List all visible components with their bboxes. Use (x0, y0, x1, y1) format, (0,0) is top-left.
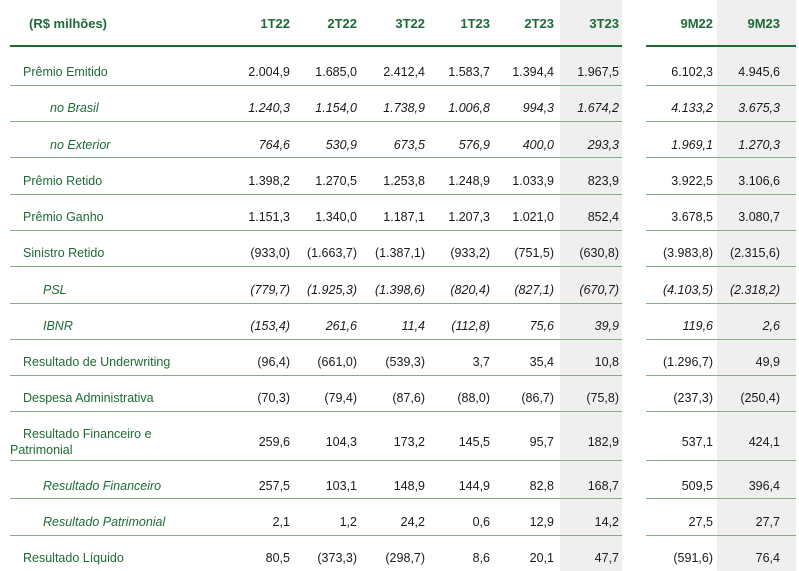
row-label-line-2: Patrimonial (10, 443, 73, 457)
value-cell: 764,6 (258, 138, 290, 152)
value-cell: 293,3 (587, 138, 619, 152)
value-cell: (2.315,6) (729, 246, 780, 260)
value-cell: 1.340,0 (315, 210, 357, 224)
row-separator (646, 375, 796, 376)
value-cell: 673,5 (393, 138, 425, 152)
value-cell: (751,5) (514, 246, 554, 260)
value-cell: 1.154,0 (315, 101, 357, 115)
value-cell: 1.270,5 (315, 174, 357, 188)
row-separator (10, 460, 622, 461)
value-cell: 27,5 (688, 515, 713, 529)
value-cell: 1.398,2 (248, 174, 290, 188)
value-cell: 259,6 (258, 435, 290, 449)
value-cell: (237,3) (673, 391, 713, 405)
value-cell: (630,8) (579, 246, 619, 260)
row-label: IBNR (43, 319, 73, 333)
value-cell: 6.102,3 (671, 65, 713, 79)
value-cell: 1.270,3 (738, 138, 780, 152)
value-cell: (1.296,7) (662, 355, 713, 369)
value-cell: 1.187,1 (383, 210, 425, 224)
value-cell: (1.925,3) (306, 283, 357, 297)
header-separator (646, 45, 796, 47)
row-label: Resultado Patrimonial (43, 515, 166, 529)
value-cell: (2.318,2) (729, 283, 780, 297)
value-cell: 148,9 (393, 479, 425, 493)
value-cell: 994,3 (522, 101, 554, 115)
value-cell: 2.004,9 (248, 65, 290, 79)
value-cell: 4.945,6 (738, 65, 780, 79)
value-cell: 257,5 (258, 479, 290, 493)
row-label-line-1: Resultado Financeiro e (23, 427, 152, 441)
value-cell: 76,4 (755, 551, 780, 565)
row-label: Sinistro Retido (23, 246, 105, 260)
value-cell: 823,9 (587, 174, 619, 188)
row-separator (646, 157, 796, 158)
row-separator (10, 157, 622, 158)
row-label: Despesa Administrativa (23, 391, 154, 405)
value-cell: 1.151,3 (248, 210, 290, 224)
value-cell: (88,0) (457, 391, 490, 405)
value-cell: 261,6 (325, 319, 357, 333)
row-separator (646, 535, 796, 536)
value-cell: 10,8 (594, 355, 619, 369)
value-cell: (1.387,1) (374, 246, 425, 260)
row-label: Prêmio Ganho (23, 210, 104, 224)
value-cell: 1.253,8 (383, 174, 425, 188)
value-cell: 3.675,3 (738, 101, 780, 115)
value-cell: (298,7) (385, 551, 425, 565)
row-label: Resultado Líquido (23, 551, 124, 565)
value-cell: (373,3) (317, 551, 357, 565)
value-cell: 24,2 (400, 515, 425, 529)
value-cell: 396,4 (748, 479, 780, 493)
value-cell: 104,3 (325, 435, 357, 449)
value-cell: 145,5 (458, 435, 490, 449)
value-cell: 80,5 (265, 551, 290, 565)
value-cell: 182,9 (587, 435, 619, 449)
row-separator (10, 85, 622, 86)
row-separator (646, 339, 796, 340)
value-cell: 2.412,4 (383, 65, 425, 79)
value-cell: 1.240,3 (248, 101, 290, 115)
value-cell: 1.006,8 (448, 101, 490, 115)
value-cell: 852,4 (587, 210, 619, 224)
row-label: Resultado de Underwriting (23, 355, 171, 369)
value-cell: 11,4 (401, 319, 425, 333)
value-cell: (112,8) (451, 319, 490, 333)
row-separator (646, 498, 796, 499)
value-cell: 3.106,6 (738, 174, 780, 188)
row-separator (646, 121, 796, 122)
value-cell: 509,5 (681, 479, 713, 493)
row-separator (646, 266, 796, 267)
row-label: PSL (43, 283, 67, 297)
value-cell: 1.674,2 (577, 101, 619, 115)
row-separator (646, 303, 796, 304)
value-cell: 103,1 (325, 479, 357, 493)
value-cell: 14,2 (594, 515, 619, 529)
value-cell: (933,2) (450, 246, 490, 260)
value-cell: 12,9 (529, 515, 554, 529)
value-cell: (79,4) (324, 391, 357, 405)
value-cell: 1.738,9 (383, 101, 425, 115)
value-cell: 1.685,0 (315, 65, 357, 79)
row-separator (10, 121, 622, 122)
value-cell: (1.398,6) (374, 283, 425, 297)
row-separator (10, 339, 622, 340)
column-header: 9M23 (747, 16, 780, 31)
value-cell: (779,7) (250, 283, 290, 297)
value-cell: 530,9 (325, 138, 357, 152)
value-cell: (87,6) (392, 391, 425, 405)
value-cell: (827,1) (514, 283, 554, 297)
value-cell: (75,8) (586, 391, 619, 405)
value-cell: (933,0) (250, 246, 290, 260)
value-cell: (1.663,7) (306, 246, 357, 260)
value-cell: 119,6 (682, 319, 713, 333)
value-cell: 95,7 (529, 435, 554, 449)
row-separator (10, 266, 622, 267)
value-cell: 537,1 (681, 435, 713, 449)
value-cell: 1.967,5 (577, 65, 619, 79)
value-cell: 1.021,0 (512, 210, 554, 224)
value-cell: (96,4) (257, 355, 290, 369)
value-cell: 424,1 (748, 435, 780, 449)
value-cell: (153,4) (250, 319, 290, 333)
column-header: 1T23 (460, 16, 490, 31)
value-cell: 20,1 (529, 551, 554, 565)
value-cell: 3.922,5 (671, 174, 713, 188)
row-separator (646, 230, 796, 231)
value-cell: 75,6 (529, 319, 554, 333)
row-label: Resultado Financeiro (43, 479, 162, 493)
column-header: 3T22 (395, 16, 425, 31)
row-separator (646, 194, 796, 195)
value-cell: 400,0 (522, 138, 554, 152)
value-cell: (4.103,5) (662, 283, 713, 297)
value-cell: 1.248,9 (448, 174, 490, 188)
value-cell: 8,6 (472, 551, 490, 565)
value-cell: 3,7 (472, 355, 490, 369)
value-cell: (661,0) (317, 355, 357, 369)
value-cell: 27,7 (755, 515, 780, 529)
value-cell: 1,2 (339, 515, 357, 529)
value-cell: 0,6 (472, 515, 490, 529)
value-cell: 1.969,1 (671, 138, 713, 152)
value-cell: 3.678,5 (671, 210, 713, 224)
value-cell: (70,3) (257, 391, 290, 405)
value-cell: 47,7 (594, 551, 619, 565)
unit-label: (R$ milhões) (29, 16, 108, 31)
column-header: 9M22 (680, 16, 713, 31)
value-cell: (250,4) (740, 391, 780, 405)
value-cell: 144,9 (458, 479, 490, 493)
value-cell: 49,9 (755, 355, 780, 369)
value-cell: 82,8 (529, 479, 554, 493)
row-separator (10, 230, 622, 231)
row-separator (646, 411, 796, 412)
value-cell: (591,6) (673, 551, 713, 565)
header-separator (10, 45, 622, 47)
value-cell: 173,2 (393, 435, 425, 449)
value-cell: 1.583,7 (448, 65, 490, 79)
value-cell: (3.983,8) (662, 246, 713, 260)
value-cell: (539,3) (385, 355, 425, 369)
column-header: 1T22 (260, 16, 290, 31)
value-cell: 2,6 (762, 319, 780, 333)
value-cell: 35,4 (529, 355, 554, 369)
value-cell: (86,7) (521, 391, 554, 405)
value-cell: 39,9 (594, 319, 619, 333)
row-separator (10, 194, 622, 195)
row-label: Prêmio Retido (23, 174, 103, 188)
value-cell: 576,9 (458, 138, 490, 152)
column-header: 2T22 (327, 16, 357, 31)
value-cell: 4.133,2 (671, 101, 713, 115)
value-cell: (670,7) (579, 283, 619, 297)
value-cell: 1.394,4 (512, 65, 554, 79)
value-cell: 2,1 (272, 515, 290, 529)
row-label: no Brasil (50, 101, 99, 115)
value-cell: 1.033,9 (512, 174, 554, 188)
row-separator (10, 375, 622, 376)
row-separator (10, 303, 622, 304)
row-separator (10, 535, 622, 536)
row-separator (10, 498, 622, 499)
row-separator (646, 85, 796, 86)
row-separator (10, 411, 622, 412)
value-cell: (820,4) (450, 283, 490, 297)
column-header: 2T23 (524, 16, 554, 31)
column-header: 3T23 (589, 16, 619, 31)
row-separator (646, 460, 796, 461)
row-label: no Exterior (50, 138, 111, 152)
row-label: Prêmio Emitido (23, 65, 108, 79)
value-cell: 3.080,7 (738, 210, 780, 224)
value-cell: 1.207,3 (448, 210, 490, 224)
value-cell: 168,7 (587, 479, 619, 493)
